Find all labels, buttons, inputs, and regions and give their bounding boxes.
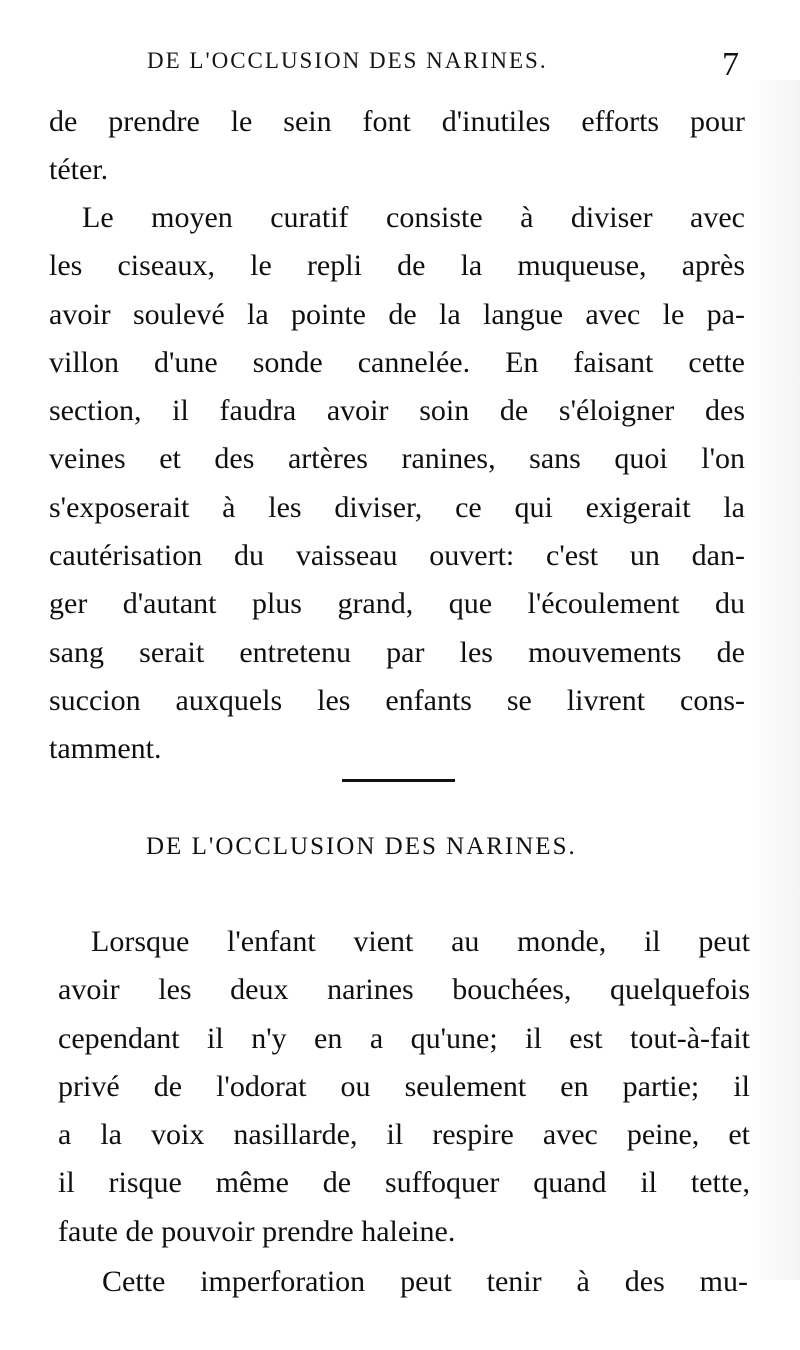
- paragraph-3: [58, 918, 750, 1256]
- page-shadow: [750, 80, 800, 1280]
- running-head: DE L'OCCLUSION DES NARINES.: [147, 48, 548, 73]
- text-line: ger d'autant plus grand, que l'écoulement du: [49, 587, 745, 621]
- text-line: tamment.: [49, 732, 162, 766]
- text-line: Cette imperforation peut tenir à des mu-: [102, 1265, 748, 1298]
- text-line: a la voix nasillarde, il respire avec peine, et: [58, 1118, 750, 1152]
- text-line: avoir les deux narines bouchées, quelquefois: [58, 973, 750, 1007]
- text-line: Le moyen curatif consiste à diviser avec: [82, 201, 745, 234]
- text-line: s'exposerait à les diviser, ce qui exigerait la: [49, 490, 745, 524]
- text-line: Lorsque l'enfant vient au monde, il peut: [91, 925, 750, 958]
- text-line: téter.: [49, 153, 109, 187]
- text-line: privé de l'odorat ou seulement en partie; il: [58, 1069, 750, 1103]
- text-line: avoir soulevé la pointe de la langue avec le pa-: [49, 297, 745, 331]
- text-line: sang serait entretenu par les mouvements de: [49, 635, 745, 669]
- text-line: veines et des artères ranines, sans quoi l'on: [49, 442, 745, 476]
- paragraph-4: [58, 1258, 748, 1306]
- text-line: villon d'une sonde cannelée. En faisant cette: [49, 345, 745, 379]
- text-line: cependant il n'y en a qu'une; il est tout-à-fait: [58, 1021, 750, 1055]
- page-number: 7: [722, 46, 739, 83]
- section-title: DE L'OCCLUSION DES NARINES.: [146, 833, 577, 860]
- text-line: succion auxquels les enfants se livrent cons-: [49, 683, 745, 717]
- text-line: section, il faudra avoir soin de s'éloigner des: [49, 394, 745, 428]
- text-line: il risque même de suffoquer quand il tette,: [58, 1166, 750, 1200]
- section-divider: [342, 779, 455, 782]
- text-line: faute de pouvoir prendre haleine.: [58, 1214, 456, 1248]
- text-line: de prendre le sein font d'inutiles efforts pour: [49, 105, 745, 138]
- paragraph-1: [49, 98, 745, 195]
- text-line: les ciseaux, le repli de la muqueuse, après: [49, 249, 745, 283]
- text-line: cautérisation du vaisseau ouvert: c'est un dan-: [49, 539, 745, 573]
- paragraph-2: [49, 194, 745, 774]
